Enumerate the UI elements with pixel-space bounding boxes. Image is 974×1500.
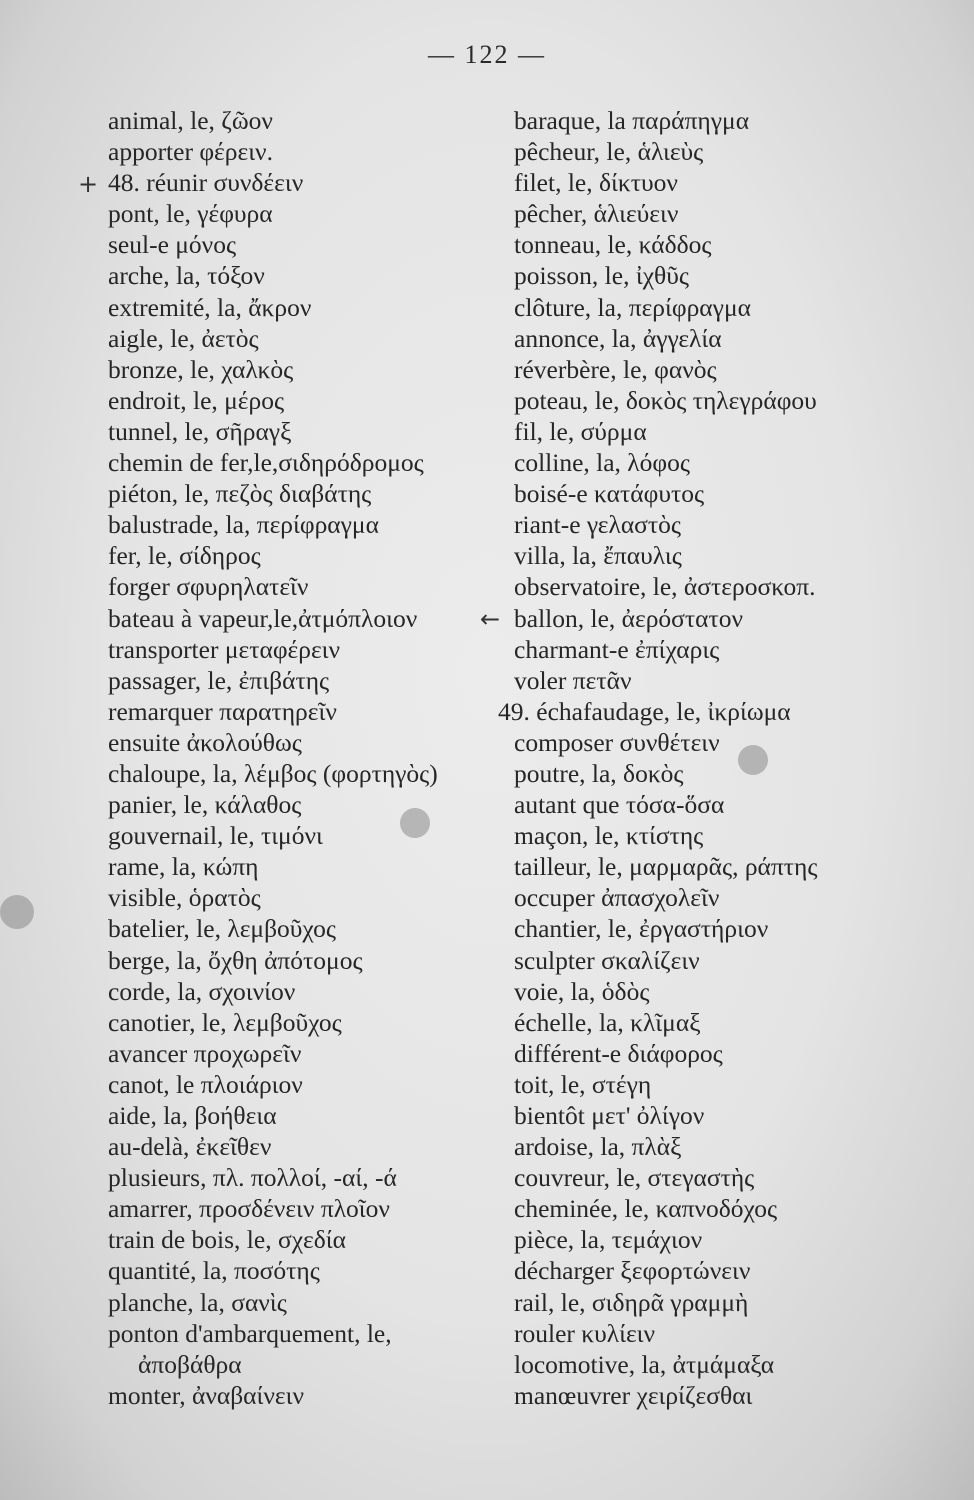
vocab-entry: filet, le, δίκτυον [514,168,678,198]
vocab-entry: animal, le, ζῶον [108,106,273,135]
vocab-entry: canot, le πλοιάριον [108,1069,303,1099]
vocab-entry: chantier, le, ἐργαστήριον [514,914,769,944]
vocab-entry: ardoise, la, πλὰξ [514,1132,682,1162]
vocab-entry: apporter φέρειν. [108,137,273,167]
vocab-entry: pont, le, γέφυρα [108,199,273,229]
vocab-entry: panier, le, κάλαθος [108,790,302,820]
vocab-entry: poteau, le, δοκὸς τηλεγράφου [514,385,817,415]
vocab-entry: rame, la, κώπη [108,852,259,882]
vocab-entry: amarrer, προσδένειν πλοῖον [108,1194,390,1224]
vocab-entry: corde, la, σχοινίον [108,976,296,1006]
vocab-entry: poisson, le, ἰχθῦς [514,261,689,291]
vocab-entry: pêcher, ἁλιεύειν [514,199,679,229]
vocab-entry: manœuvrer χειρίζεσθαι [514,1380,753,1410]
vocab-entry: passager, le, ἐπιβάτης [108,665,330,695]
vocab-entry-section-start: 49. échafaudage, le, ἰκρίωμα [498,696,791,726]
vocab-entry: quantité, la, ποσότης [108,1256,320,1286]
vocab-entry: sculpter σκαλίζειν [514,945,700,975]
vocab-entry: seul-e μόνος [108,230,237,260]
margin-arrow-mark: ← [480,605,501,633]
vocab-entry: monter, ἀναβαίνειν [108,1380,305,1410]
vocab-entry: avancer προχωρεῖν [108,1038,302,1068]
vocab-entry: remarquer παρατηρεῖν [108,696,337,726]
margin-plus-mark: + [78,170,99,198]
vocab-entry: locomotive, la, ἀτμάμαξα [514,1349,775,1379]
vocab-entry: plusieurs, πλ. πολλοί, -αί, -ά [108,1163,397,1193]
vocab-entry: charmant-e ἐπίχαρις [514,634,720,664]
vocab-entry: décharger ξεφορτώνειν [514,1256,751,1286]
page-number: — 122 — [428,40,546,69]
vocab-entry: colline, la, λόφος [514,448,690,478]
vocab-entry: endroit, le, μέρος [108,385,285,415]
vocab-entry: ballon, le, ἀερόστατον [514,603,744,633]
vocab-entry: observatoire, le, ἀστεροσκοπ. [514,572,816,602]
vocab-entry: tonneau, le, κάδδος [514,230,712,260]
vocab-entry: balustrade, la, περίφραγμα [108,510,379,540]
vocab-entry: forger σφυρηλατεῖν [108,572,309,602]
vocab-entry: chaloupe, la, λέμβος (φορτηγὸς) [108,758,438,788]
vocab-entry: bronze, le, χαλκὸς [108,354,294,384]
left-vocabulary-column [108,105,501,1411]
vocab-entry: 48. réunir συνδέειν [108,168,304,198]
vocab-entry: aide, la, βοήθεια [108,1101,277,1130]
vocab-entry: différent-e διάφορος [514,1038,723,1068]
vocab-entry: villa, la, ἔπαυλις [514,541,682,571]
vocab-entry: rail, le, σιδηρᾶ γραμμὴ [514,1287,749,1317]
vocab-entry: autant que τόσα-ὅσα [514,790,725,820]
vocab-entry: tunnel, le, σῆραγξ [108,416,292,446]
vocab-entry: bientôt μετ' ὀλίγον [514,1101,705,1130]
vocab-entry: composer συνθέτειν [514,727,720,757]
vocab-entry: visible, ὁρατὸς [108,883,261,913]
vocab-entry: train de bois, le, σχεδία [108,1225,346,1255]
vocab-entry: boisé-e κατάφυτος [514,479,705,509]
vocab-entry: fil, le, σύρμα [514,416,647,446]
vocab-entry: planche, la, σανὶς [108,1287,287,1317]
vocab-entry: fer, le, σίδηρος [108,541,261,571]
vocab-entry: gouvernail, le, τιμόνι [108,821,323,851]
vocab-entry: pêcheur, le, ἁλιεὺς [514,137,704,167]
vocab-entry: couvreur, le, στεγαστὴς [514,1163,755,1193]
vocab-entry: au-delà, ἐκεῖθεν [108,1132,272,1162]
vocab-entry: riant-e γελαστὸς [514,510,682,540]
vocab-entry: maçon, le, κτίστης [514,821,704,851]
vocab-entry: aigle, le, ἀετὸς [108,323,259,353]
vocab-entry: ensuite ἀκολούθως [108,727,302,757]
vocab-entry: tailleur, le, μαρμαρᾶς, ράπτης [514,852,818,882]
vocab-entry: bateau à vapeur,le,ἀτμόπλοιον [108,603,418,633]
vocab-entry: réverbère, le, φανὸς [514,354,717,384]
vocab-entry: piéton, le, πεζὸς διαβάτης [108,479,372,509]
vocab-entry: arche, la, τόξον [108,261,265,291]
vocab-entry-continuation: ἀποβάθρα [138,1349,242,1379]
vocab-entry: occuper ἀπασχολεῖν [514,883,720,913]
vocab-entry: voler πετᾶν [514,665,632,695]
vocab-entry: batelier, le, λεμβοῦχος [108,914,337,944]
vocab-entry: transporter μεταφέρειν [108,634,341,664]
vocab-entry: extremité, la, ἄκρον [108,292,312,322]
ink-stain [0,895,34,929]
vocab-entry: pièce, la, τεμάχιον [514,1225,703,1255]
vocab-entry: toit, le, στέγη [514,1069,652,1099]
vocab-entry: poutre, la, δοκὸς [514,758,684,788]
vocab-entry: clôture, la, περίφραγμα [514,292,751,322]
vocab-entry: berge, la, ὄχθη ἀπότομος [108,945,363,975]
vocab-entry: canotier, le, λεμβοῦχος [108,1007,342,1037]
vocab-entry: baraque, la παράπηγμα [514,106,750,135]
vocab-entry: cheminée, le, καπνοδόχος [514,1194,778,1224]
vocab-entry: échelle, la, κλῖμαξ [514,1007,701,1037]
right-vocabulary-column [498,105,934,1411]
vocab-entry: ponton d'ambarquement, le, [108,1318,392,1348]
vocab-entry: rouler κυλίειν [514,1318,656,1348]
vocab-entry: voie, la, ὁδὸς [514,976,650,1006]
vocab-entry: chemin de fer,le,σιδηρόδρομος [108,448,424,478]
vocab-entry: annonce, la, ἀγγελία [514,323,722,353]
